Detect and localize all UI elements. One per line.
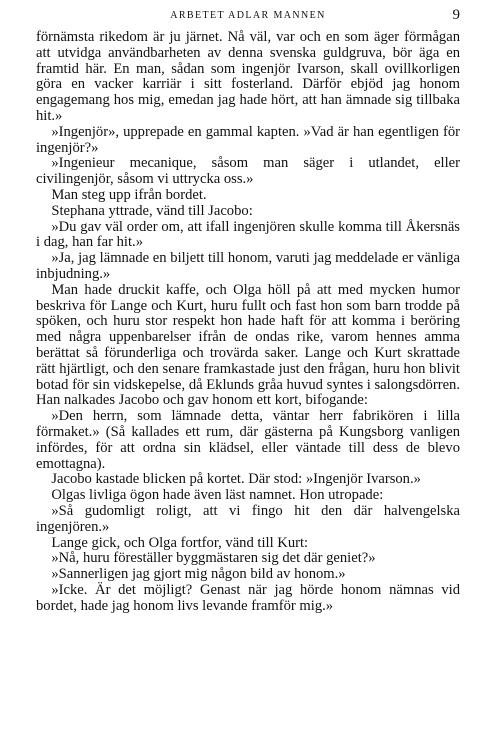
paragraph: »Ingenieur mecanique, såsom man säger i utlandet, eller civilingenjör, såsom vi uttrycka oss.» [36, 155, 460, 188]
body-text [36, 30, 460, 614]
paragraph: Jacobo kastade blicken på kortet. Där stod: »Ingenjör Ivarson.» [51, 471, 421, 488]
paragraph: Stephana yttrade, vänd till Jacobo: [51, 202, 253, 219]
paragraph: Man steg upp ifrån bordet. [51, 186, 207, 203]
book-page [36, 8, 460, 614]
paragraph: »Så gudomligt roligt, att vi fingo hit den där halvengelska ingenjören.» [36, 502, 460, 535]
paragraph: »Ja, jag lämnade en biljett till honom, varuti jag meddelade er vänliga inbjudning.» [36, 250, 460, 282]
paragraph: »Nå, huru föreställer byggmästaren sig det där geniet?» [51, 550, 376, 567]
paragraph: Man hade druckit kaffe, och Olga höll på att med mycken humor beskriva för Lange och Kurt, huru fullt och fast hon som barn trodde på spöken, och huru stor respekt hon hade haft för att komma i beröring med några uppenbarelser ifrån de ondas rike, varom hennes amma berättat så förunderliga och trovärda saker. Lange och Kurt skrattade rätt hjärtligt, och den senare framkastade just den frågan, huru hon blivit botad för sin vidskepelse, då Eklunds gråa huvud syntes i salongsdörren. Han nalkades Jacobo och gav honom ett kort, bifogande: [36, 281, 460, 409]
paragraph: Lange gick, och Olga fortfor, vänd till Kurt: [51, 534, 309, 551]
paragraph: förnämsta rikedom är ju järnet. Nå väl, var och en som äger förmågan att utvidga användbarheten av denna svenska guldgruva, bör äga en framtid här. En man, sådan som ingenjör Ivarson, skall ovillkorligen göra en vacker karriär i sitt fosterland. Därför ebjöd jag honom engagemang hos mig, emedan jag hade hört, att han ämnade sig tillbaka hit.» [36, 29, 460, 124]
running-head: ARBETET ADLAR MANNEN [170, 10, 326, 21]
page-header [36, 8, 460, 28]
paragraph: »Sannerligen jag gjort mig någon bild av honom.» [51, 566, 346, 583]
paragraph: »Icke. Är det möjligt? Genast när jag hörde honom nämnas vid bordet, hade jag honom livs levande framför mig.» [36, 581, 460, 614]
paragraph: »Den herrn, som lämnade detta, väntar herr fabrikören i lilla förmaket.» (Så kallades ett rum, där gästerna på Kungsborg vanligen infördes, för att ordna sin klädsel, eller väntade till dess de blevo emottagna). [36, 408, 460, 472]
page-number: 9 [452, 7, 460, 23]
paragraph: Olgas livliga ögon hade även läst namnet. Hon utropade: [51, 487, 384, 504]
paragraph: »Ingenjör», upprepade en gammal kapten. »Vad är han egentligen för ingenjör?» [36, 123, 460, 156]
paragraph: »Du gav väl order om, att ifall ingenjören skulle komma till Åkersnäs i dag, han far hit.» [36, 218, 460, 251]
